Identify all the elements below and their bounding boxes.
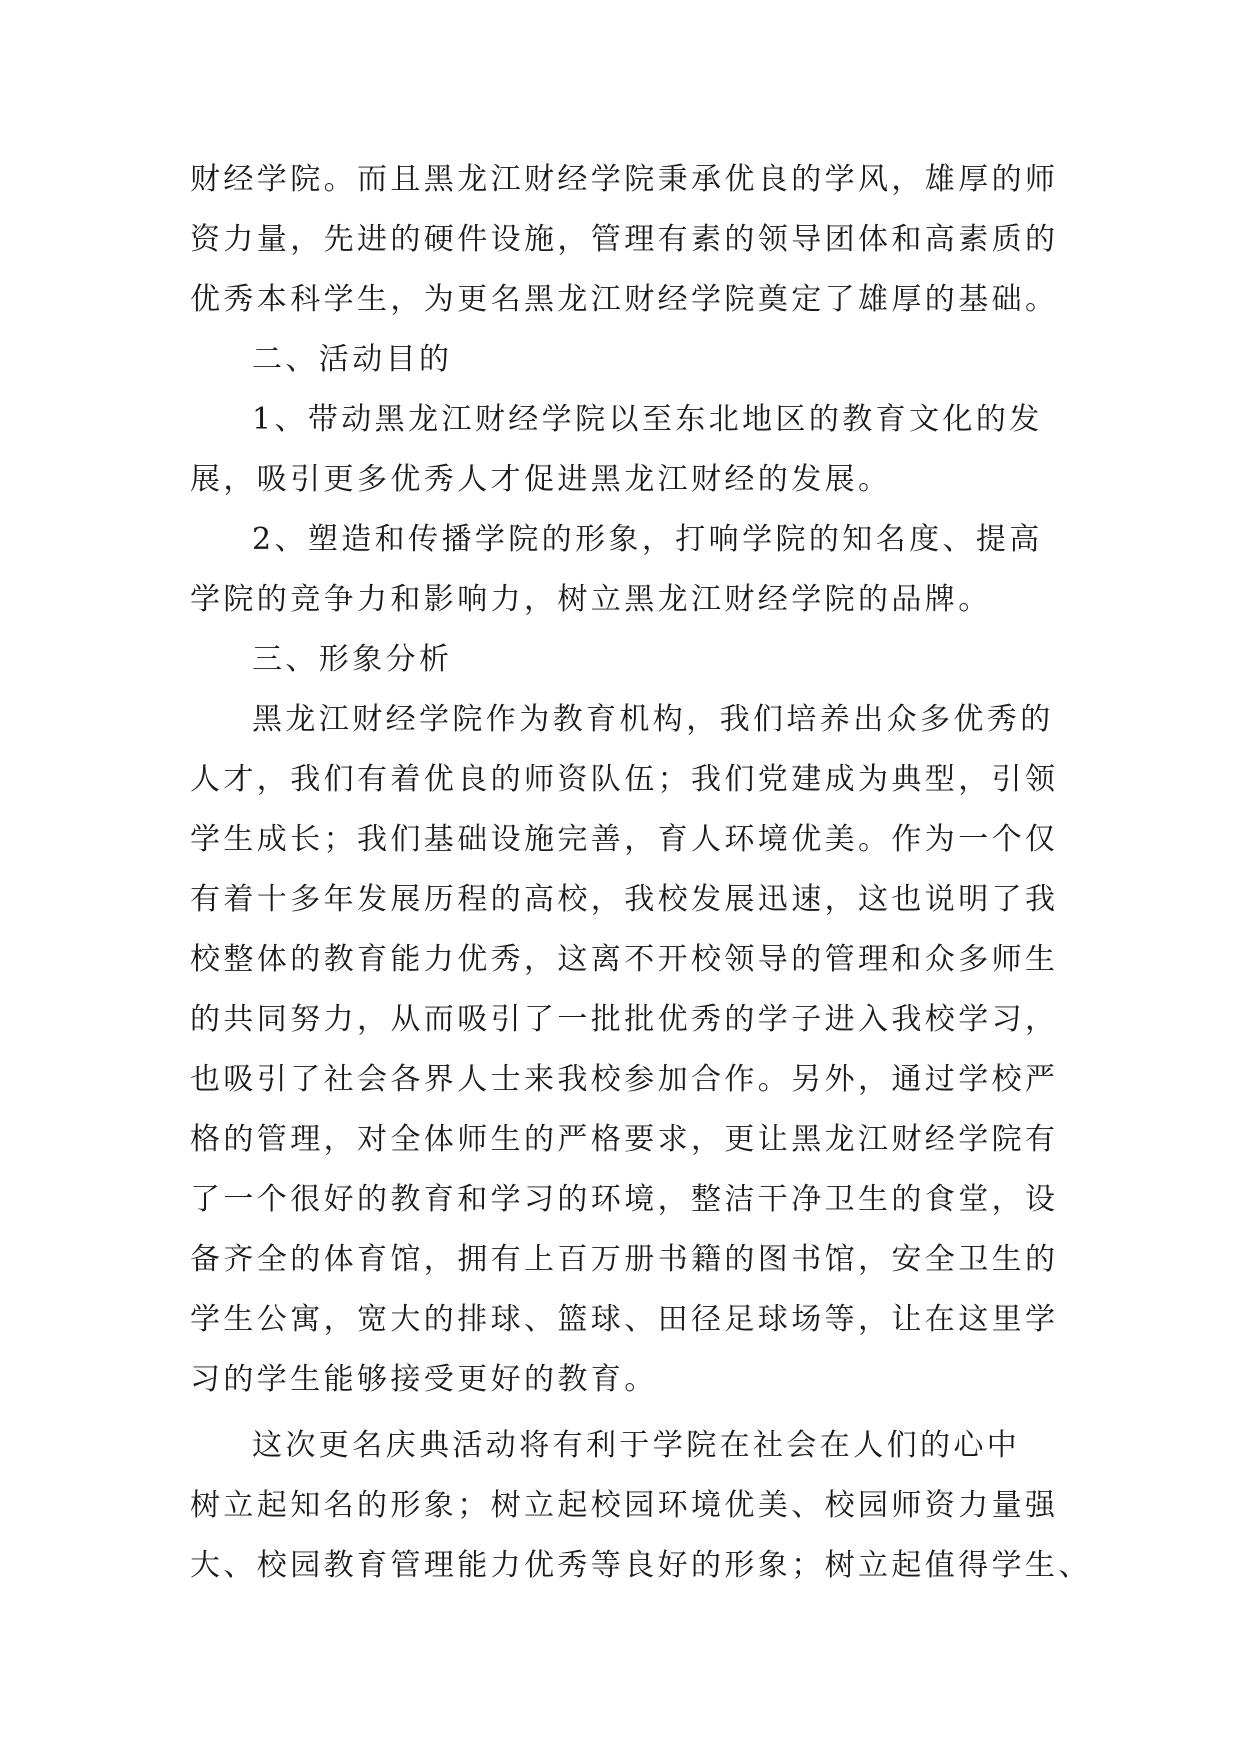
text-line: 人才，我们有着优良的师资队伍；我们党建成为典型，引领 — [190, 762, 1059, 797]
text-line: 备齐全的体育馆，拥有上百万册书籍的图书馆，安全卫生的 — [190, 1242, 1059, 1277]
text-line: 树立起知名的形象；树立起校园环境优美、校园师资力量强 — [190, 1488, 1059, 1523]
text-line: 展，吸引更多优秀人才促进黑龙江财经的发展。 — [190, 462, 892, 497]
text-line: 资力量，先进的硬件设施，管理有素的领导团体和高素质的 — [190, 222, 1059, 257]
text-line: 优秀本科学生，为更名黑龙江财经学院奠定了雄厚的基础。 — [190, 282, 1059, 317]
section-heading-activity-purpose: 二、活动目的 — [252, 342, 453, 377]
text-line: 格的管理，对全体师生的严格要求，更让黑龙江财经学院有 — [190, 1122, 1059, 1157]
text-line: 学生公寓，宽大的排球、篮球、田径足球场等，让在这里学 — [190, 1302, 1059, 1337]
text-line: 财经学院。而且黑龙江财经学院秉承优良的学风，雄厚的师 — [190, 162, 1059, 197]
body-text — [190, 150, 1092, 1596]
text-line: 的共同努力，从而吸引了一批批优秀的学子进入我校学习， — [190, 1002, 1059, 1037]
text-line: 也吸引了社会各界人士来我校参加合作。另外，通过学校严 — [190, 1062, 1059, 1097]
text-line: 大、校园教育管理能力优秀等良好的形象；树立起值得学生、 — [190, 1548, 1092, 1583]
text-line: 1、带动黑龙江财经学院以至东北地区的教育文化的发 — [252, 402, 1043, 437]
text-line: 学生成长；我们基础设施完善，育人环境优美。作为一个仅 — [190, 822, 1059, 857]
text-line: 习的学生能够接受更好的教育。 — [190, 1362, 658, 1397]
text-line: 校整体的教育能力优秀，这离不开校领导的管理和众多师生 — [190, 942, 1059, 977]
text-line: 有着十多年发展历程的高校，我校发展迅速，这也说明了我 — [190, 882, 1059, 917]
text-line: 学院的竞争力和影响力，树立黑龙江财经学院的品牌。 — [190, 582, 992, 617]
text-line: 黑龙江财经学院作为教育机构，我们培养出众多优秀的 — [252, 702, 1054, 737]
section-heading-image-analysis: 三、形象分析 — [252, 642, 453, 677]
text-line: 2、塑造和传播学院的形象，打响学院的知名度、提高 — [252, 522, 1043, 557]
text-line: 了一个很好的教育和学习的环境，整洁干净卫生的食堂，设 — [190, 1182, 1059, 1217]
text-line: 这次更名庆典活动将有利于学院在社会在人们的心中 — [252, 1428, 1021, 1463]
